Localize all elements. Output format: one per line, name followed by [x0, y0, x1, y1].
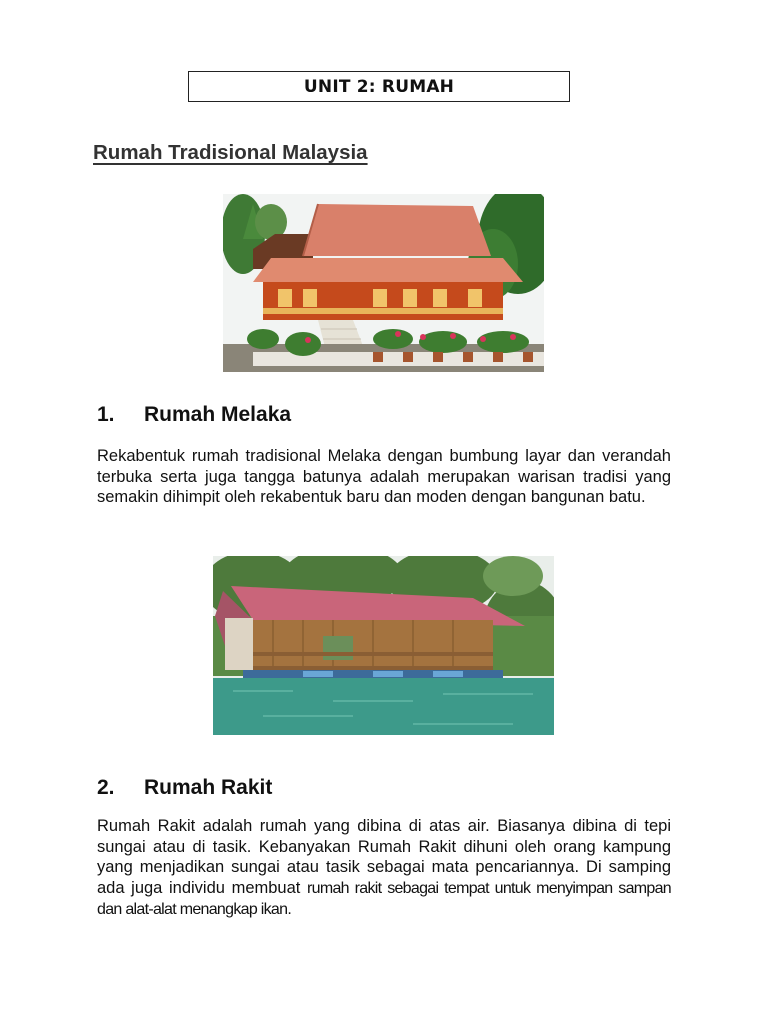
section-heading-rumah-rakit — [97, 776, 272, 800]
unit-title-box — [188, 71, 570, 102]
paragraph-rumah-melaka: Rekabentuk rumah tradisional Melaka dengan bumbung layar dan verandah terbuka serta juga tangga batunya adalah merupakan warisan tradisi yang semakin dihimpit oleh rekabentuk baru dan moden dengan bangunan batu. — [97, 447, 671, 506]
paragraph-main-text: Rumah Rakit adalah rumah yang dibina di atas air. Biasanya dibina di tepi sungai atau di tasik. Kebanyakan Rumah Rakit dihuni oleh orang kampung yang menjadikan sungai atau tasik sebagai mata pencariannya. Di samping ada juga individu membuat — [97, 817, 671, 897]
section-number: 1. — [97, 403, 115, 426]
paragraph-rumah-rakit — [97, 816, 671, 921]
rumah-rakit-photo — [213, 556, 554, 735]
section-title: Rumah Rakit — [144, 776, 273, 799]
document-title: Rumah Tradisional Malaysia — [93, 141, 368, 164]
paragraph-tail-text: rumah rakit sebagai tempat untuk menyimpan sampan dan alat-alat menangkap ikan. — [97, 879, 672, 918]
unit-title: UNIT 2: RUMAH — [303, 76, 455, 97]
section-title: Rumah Melaka — [144, 403, 292, 426]
section-number: 2. — [97, 776, 115, 799]
rumah-melaka-photo — [223, 194, 544, 372]
section-heading-rumah-melaka — [97, 403, 291, 427]
